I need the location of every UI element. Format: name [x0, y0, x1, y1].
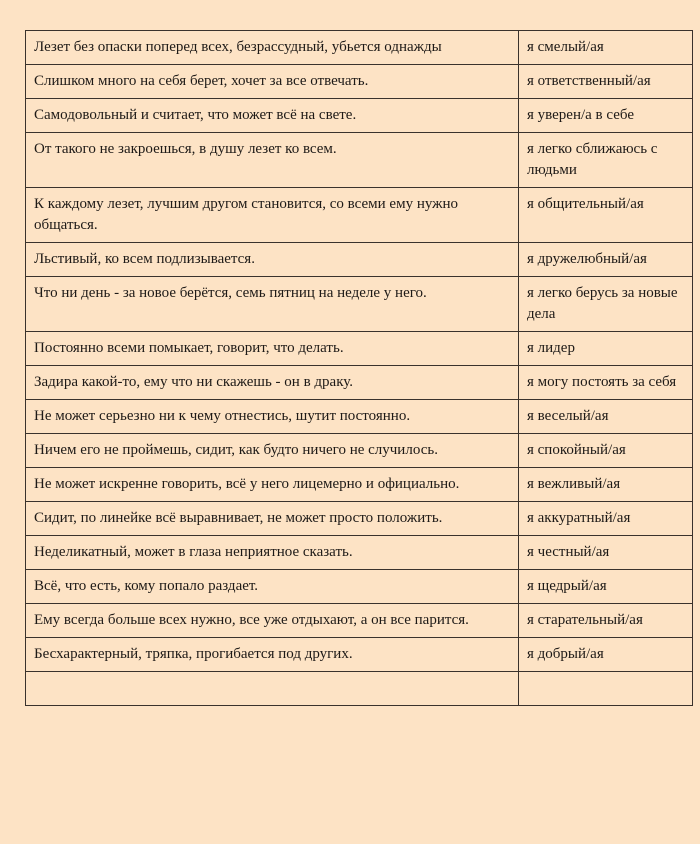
description-cell: Ему всегда больше всех нужно, все уже отдыхают, а он все парится.	[26, 604, 519, 638]
table-row	[26, 604, 693, 638]
description-cell: Задира какой-то, ему что ни скажешь - он в драку.	[26, 366, 519, 400]
table-row	[26, 638, 693, 672]
table-row	[26, 188, 693, 243]
description-cell: Слишком много на себя берет, хочет за все отвечать.	[26, 65, 519, 99]
description-cell: Что ни день - за новое берётся, семь пятниц на неделе у него.	[26, 277, 519, 332]
empty-table-row	[26, 672, 693, 706]
table-row	[26, 570, 693, 604]
description-cell: Льстивый, ко всем подлизывается.	[26, 243, 519, 277]
table-row	[26, 468, 693, 502]
traits-table	[25, 30, 693, 706]
description-cell: Неделикатный, может в глаза неприятное сказать.	[26, 536, 519, 570]
quality-cell: я общительный/ая	[519, 188, 693, 243]
table-row	[26, 65, 693, 99]
quality-cell: я вежливый/ая	[519, 468, 693, 502]
description-cell: Сидит, по линейке всё выравнивает, не может просто положить.	[26, 502, 519, 536]
quality-cell: я легко берусь за новые дела	[519, 277, 693, 332]
quality-cell: я спокойный/ая	[519, 434, 693, 468]
table-row	[26, 332, 693, 366]
empty-quality-cell	[519, 672, 693, 706]
quality-cell: я уверен/а в себе	[519, 99, 693, 133]
table-row	[26, 133, 693, 188]
description-cell: Не может искренне говорить, всё у него лицемерно и официально.	[26, 468, 519, 502]
description-cell: Не может серьезно ни к чему отнестись, шутит постоянно.	[26, 400, 519, 434]
quality-cell: я смелый/ая	[519, 31, 693, 65]
empty-description-cell	[26, 672, 519, 706]
quality-cell: я веселый/ая	[519, 400, 693, 434]
quality-cell: я добрый/ая	[519, 638, 693, 672]
table-row	[26, 434, 693, 468]
description-cell: Ничем его не проймешь, сидит, как будто ничего не случилось.	[26, 434, 519, 468]
quality-cell: я дружелюбный/ая	[519, 243, 693, 277]
description-cell: От такого не закроешься, в душу лезет ко всем.	[26, 133, 519, 188]
quality-cell: я щедрый/ая	[519, 570, 693, 604]
quality-cell: я могу постоять за себя	[519, 366, 693, 400]
quality-cell: я аккуратный/ая	[519, 502, 693, 536]
traits-table-body	[26, 31, 693, 706]
description-cell: Бесхарактерный, тряпка, прогибается под других.	[26, 638, 519, 672]
quality-cell: я легко сближаюсь с людьми	[519, 133, 693, 188]
description-cell: Самодовольный и считает, что может всё на свете.	[26, 99, 519, 133]
table-row	[26, 502, 693, 536]
quality-cell: я лидер	[519, 332, 693, 366]
quality-cell: я честный/ая	[519, 536, 693, 570]
table-row	[26, 536, 693, 570]
table-row	[26, 400, 693, 434]
table-row	[26, 366, 693, 400]
description-cell: Всё, что есть, кому попало раздает.	[26, 570, 519, 604]
table-row	[26, 99, 693, 133]
description-cell: Лезет без опаски поперед всех, безрассудный, убьется однажды	[26, 31, 519, 65]
description-cell: К каждому лезет, лучшим другом становится, со всеми ему нужно общаться.	[26, 188, 519, 243]
table-row	[26, 277, 693, 332]
quality-cell: я старательный/ая	[519, 604, 693, 638]
table-row	[26, 31, 693, 65]
table-row	[26, 243, 693, 277]
description-cell: Постоянно всеми помыкает, говорит, что делать.	[26, 332, 519, 366]
quality-cell: я ответственный/ая	[519, 65, 693, 99]
